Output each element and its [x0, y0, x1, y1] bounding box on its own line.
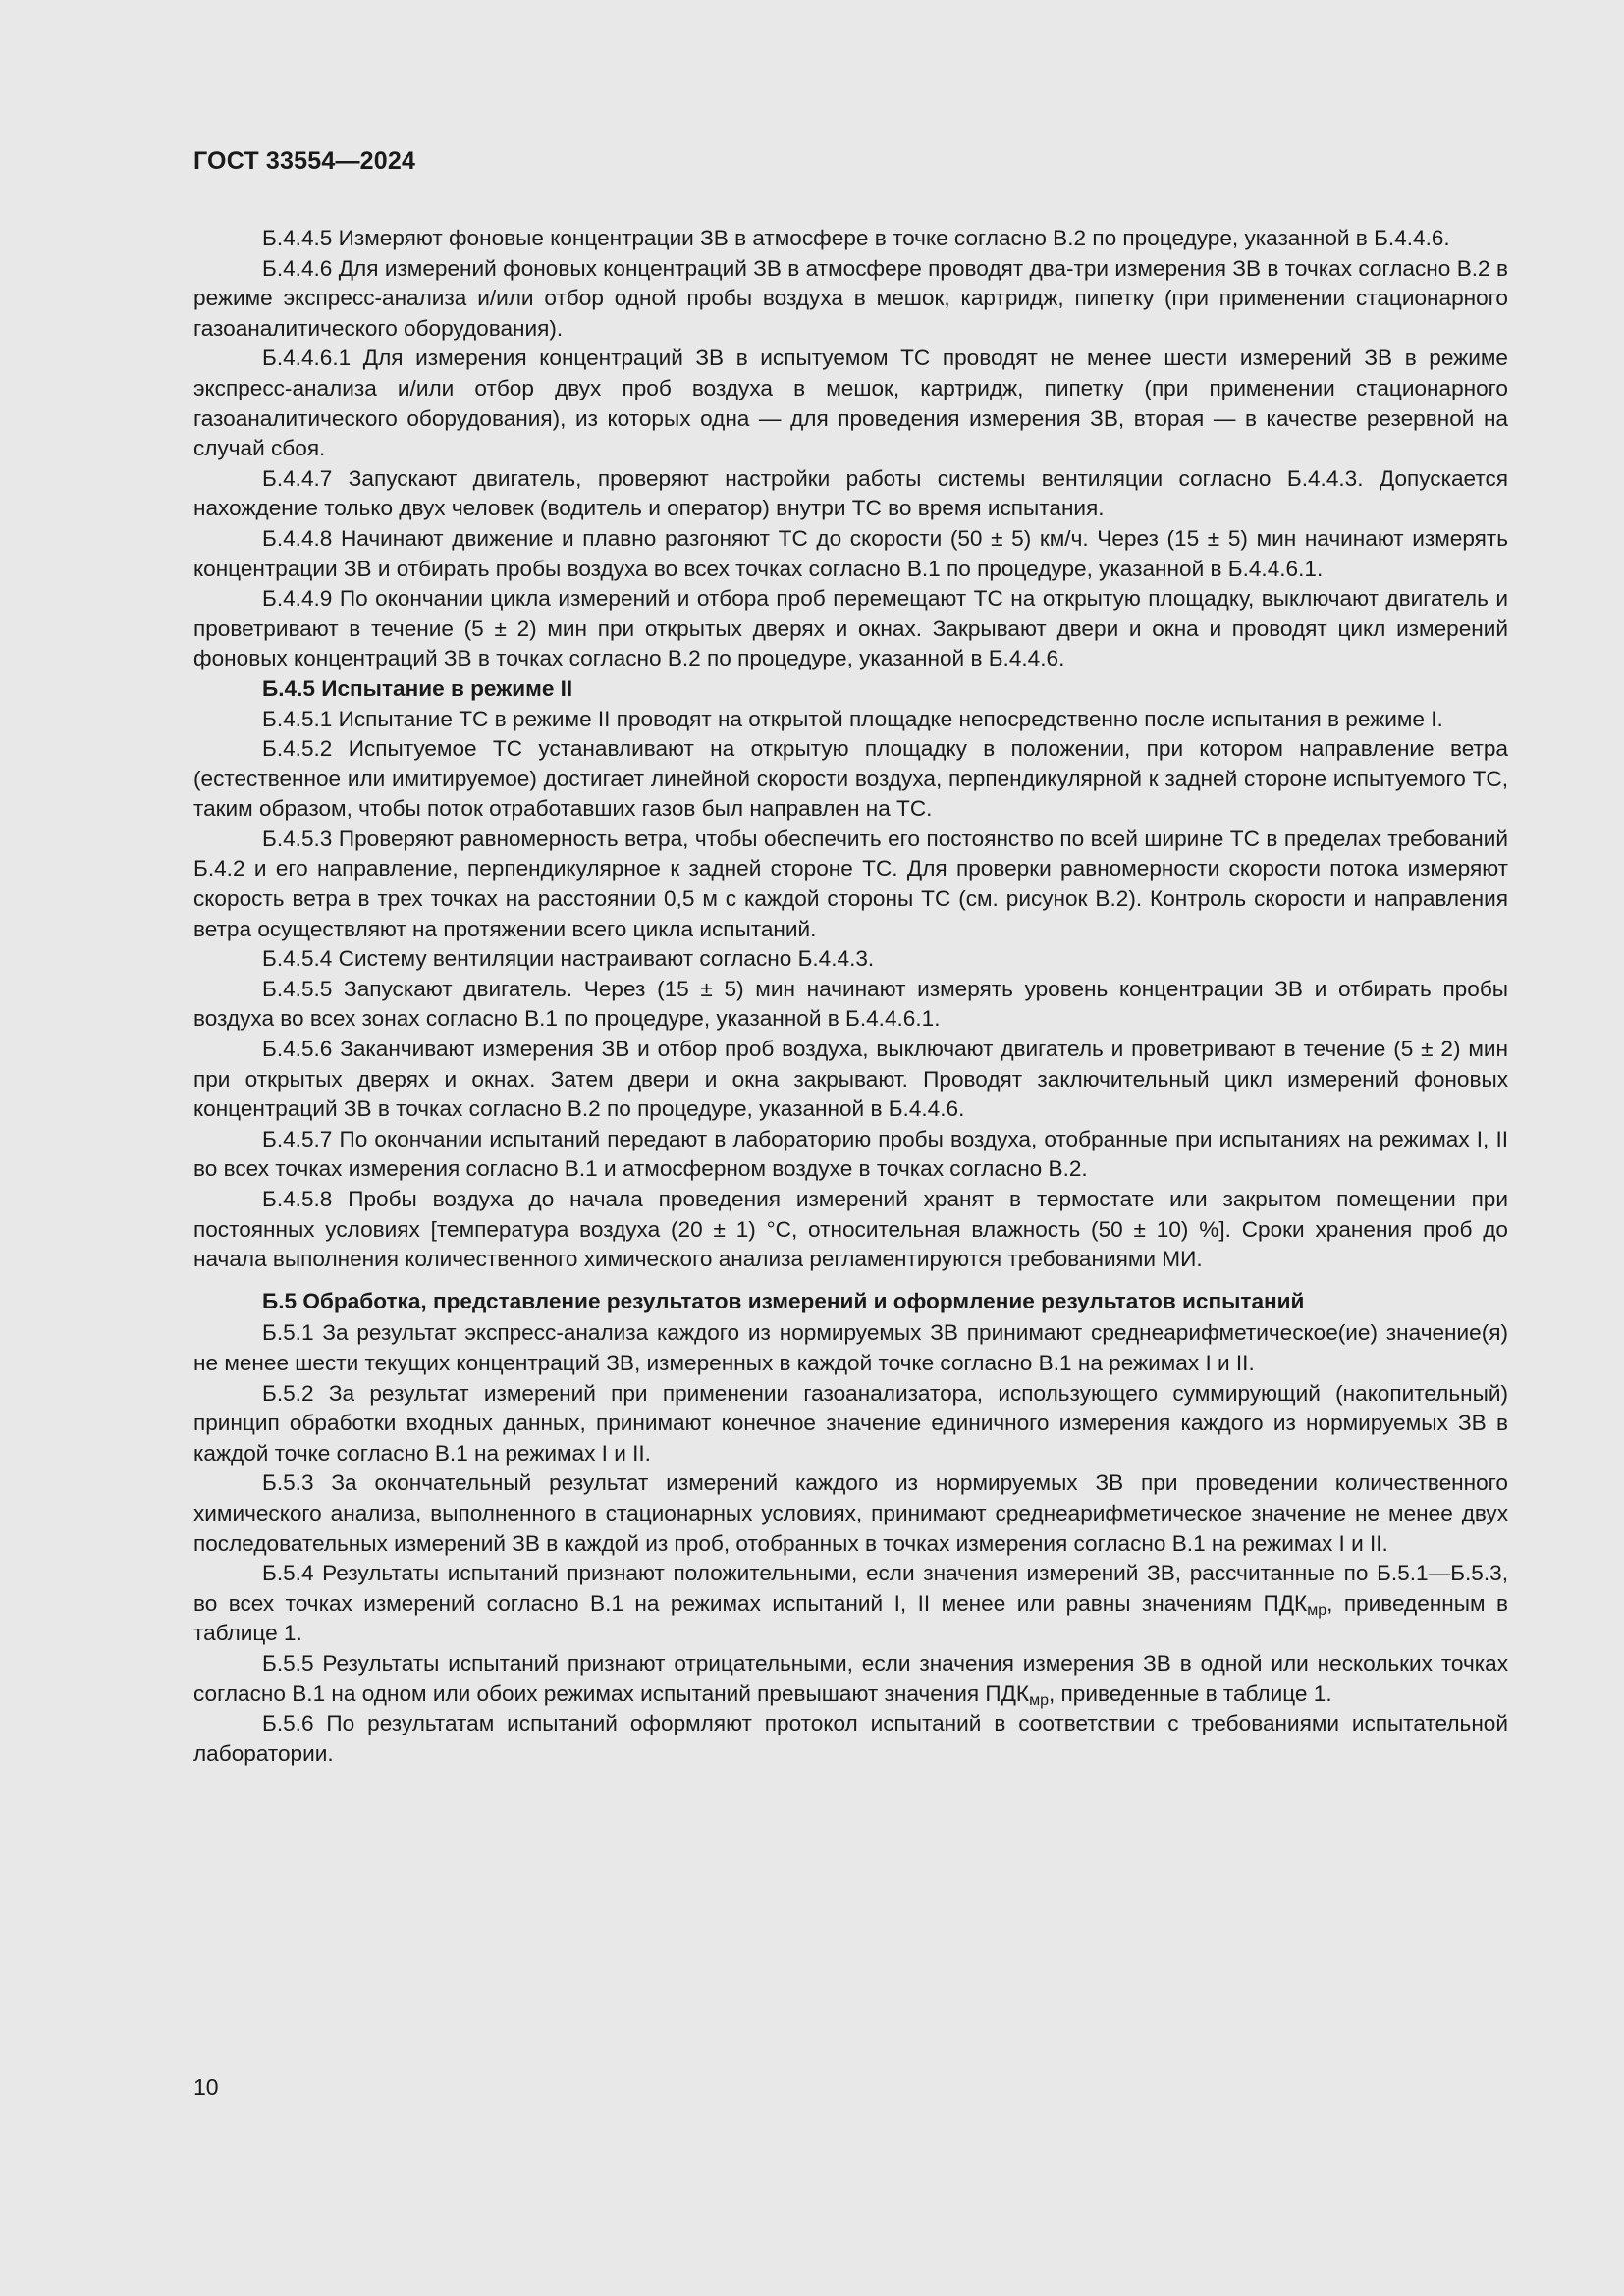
section-heading-b-5: Б.5 Обработка, представление результатов измерений и оформление результатов испытаний [262, 1288, 1305, 1313]
paragraph-b-4-4-9: Б.4.4.9 По окончании цикла измерений и отбора проб перемещают ТС на открытую площадку, выключают двигатель и проветривают в течение (5 ± 2) мин при открытых дверях и окнах. Закрывают двери и окна и проводят цикл измерений фоновых концентраций ЗВ в точках согласно В.2 по процедуре, указанной в Б.4.4.6. [193, 586, 1508, 671]
paragraph-b-4-5-2: Б.4.5.2 Испытуемое ТС устанавливают на открытую площадку в положении, при котором направление ветра (естественное или имитируемое) достигает линейной скорости воздуха, перпендикулярной к задней стороне испытуемого ТС, таким образом, чтобы поток отработавших газов был направлен на ТС. [193, 736, 1508, 822]
paragraph-b-5-4-text: Б.5.4 Результаты испытаний признают положительными, если значения измерений ЗВ, рассчитанные по Б.5.1—Б.5.3, во всех точках измерений согласно В.1 на режимах испытаний I, II менее или равны значениям ПДК [193, 1561, 1508, 1616]
paragraph-b-5-6: Б.5.6 По результатам испытаний оформляют протокол испытаний в соответствии с требованиями испытательной лаборатории. [193, 1711, 1508, 1766]
paragraph-b-5-5-tail: , приведенные в таблице 1. [1048, 1681, 1332, 1706]
paragraph-b-4-4-6: Б.4.4.6 Для измерений фоновых концентраций ЗВ в атмосфере проводят два-три измерения ЗВ в точках согласно В.2 в режиме экспресс-анализа и/или отбор одной пробы воздуха в мешок, картридж, пипетку (при применении стационарного газоаналитического оборудования). [193, 255, 1508, 341]
paragraph-b-5-2: Б.5.2 За результат измерений при применении газоанализатора, использующего суммирующий (накопительный) принцип обработки входных данных, принимают конечное значение единичного измерения каждого из нормируемых ЗВ в каждой точке согласно В.1 на режимах I и II. [193, 1380, 1508, 1466]
paragraph-b-4-5-8: Б.4.5.8 Пробы воздуха до начала проведения измерений хранят в термостате или закрытом помещении при постоянных условиях [температура воздуха (20 ± 1) °С, относительная влажность (50 ± 10) %]. Сроки хранения проб до начала выполнения количественного химического анализа регламентируются требованиями МИ. [193, 1187, 1508, 1272]
paragraph-b-4-5-6: Б.4.5.6 Заканчивают измерения ЗВ и отбор проб воздуха, выключают двигатель и проветривают в течение (5 ± 2) мин при открытых дверях и окнах. Затем двери и окна закрывают. Проводят заключительный цикл измерений фоновых концентраций ЗВ в точках согласно В.2 по процедуре, указанной в Б.4.4.6. [193, 1037, 1508, 1122]
pdk-subscript: мр [1307, 1601, 1327, 1619]
paragraph-b-4-5-5: Б.4.5.5 Запускают двигатель. Через (15 ± 5) мин начинают измерять уровень концентрации ЗВ и отбирать пробы воздуха во всех зонах согласно В.1 по процедуре, указанной в Б.4.4.6.1. [193, 976, 1508, 1032]
pdk-subscript: мр [1029, 1691, 1049, 1709]
paragraph-b-4-4-8: Б.4.4.8 Начинают движение и плавно разгоняют ТС до скорости (50 ± 5) км/ч. Через (15 ± 5) мин начинают измерять концентрации ЗВ и отбирать пробы воздуха во всех точках согласно В.1 по процедуре, указанной в Б.4.4.6.1. [193, 525, 1508, 581]
paragraph-b-4-4-5: Б.4.4.5 Измеряют фоновые концентрации ЗВ в атмосфере в точке согласно В.2 по процедуре, указанной в Б.4.4.6. [262, 226, 1450, 250]
paragraph-b-5-5 [193, 1649, 1508, 1709]
paragraph-b-5-3: Б.5.3 За окончательный результат измерений каждого из нормируемых ЗВ при проведении количественного химического анализа, выполненного в стационарных условиях, принимают среднеарифметическое значение не менее двух последовательных измерений ЗВ в каждой из проб, отобранных в точках измерения согласно В.1 на режимах I и II. [193, 1470, 1508, 1556]
paragraph-b-4-5-7: Б.4.5.7 По окончании испытаний передают в лабораторию пробы воздуха, отобранные при испытаниях на режимах I, II во всех точках измерения согласно В.1 и атмосферном воздухе в точках согласно В.2. [193, 1126, 1508, 1182]
paragraph-b-5-4 [193, 1559, 1508, 1649]
paragraph-b-5-1: Б.5.1 За результат экспресс-анализа каждого из нормируемых ЗВ принимают среднеарифметическое(ие) значение(я) не менее шести текущих концентраций ЗВ, измеренных в каждой точке согласно В.1 на режимах I и II. [193, 1320, 1508, 1375]
paragraph-b-4-4-6-1: Б.4.4.6.1 Для измерения концентраций ЗВ в испытуемом ТС проводят не менее шести измерений ЗВ в режиме экспресс-анализа и/или отбор двух проб воздуха в мешок, картридж, пипетку (при применении стационарного газоаналитического оборудования), из которых одна — для проведения измерения ЗВ, вторая — в качестве резервной на случай сбоя. [193, 346, 1508, 461]
paragraph-b-4-5-1: Б.4.5.1 Испытание ТС в режиме II проводят на открытой площадке непосредственно после испытания в режиме I. [262, 706, 1443, 731]
document-body [193, 224, 1508, 1769]
paragraph-b-4-5-4: Б.4.5.4 Систему вентиляции настраивают согласно Б.4.4.3. [262, 946, 875, 972]
page-number: 10 [193, 2074, 219, 2100]
paragraph-b-4-4-7: Б.4.4.7 Запускают двигатель, проверяют настройки работы системы вентиляции согласно Б.4.4.3. Допускается нахождение только двух человек (водитель и оператор) внутри ТС во время испытания. [193, 465, 1508, 521]
standard-header: ГОСТ 33554—2024 [193, 147, 416, 175]
paragraph-b-5-4-tail: , приведенным в таблице 1. [193, 1590, 1508, 1646]
paragraph-b-4-5-3: Б.4.5.3 Проверяют равномерность ветра, чтобы обеспечить его постоянство по всей ширине ТС в пределах требований Б.4.2 и его направление, перпендикулярное к задней стороне ТС. Для проверки равномерности скорости потока измеряют скорость ветра в трех точках на расстоянии 0,5 м с каждой стороны ТС (см. рисунок В.2). Контроль скорости и направления ветра осуществляют на протяжении всего цикла испытаний. [193, 826, 1508, 941]
paragraph-b-5-5-text: Б.5.5 Результаты испытаний признают отрицательными, если значения измерения ЗВ в одной или нескольких точках согласно В.1 на одном или обоих режимах испытаний превышают значения ПДК [193, 1650, 1508, 1706]
subsection-heading-b-4-5: Б.4.5 Испытание в режиме II [262, 675, 573, 701]
